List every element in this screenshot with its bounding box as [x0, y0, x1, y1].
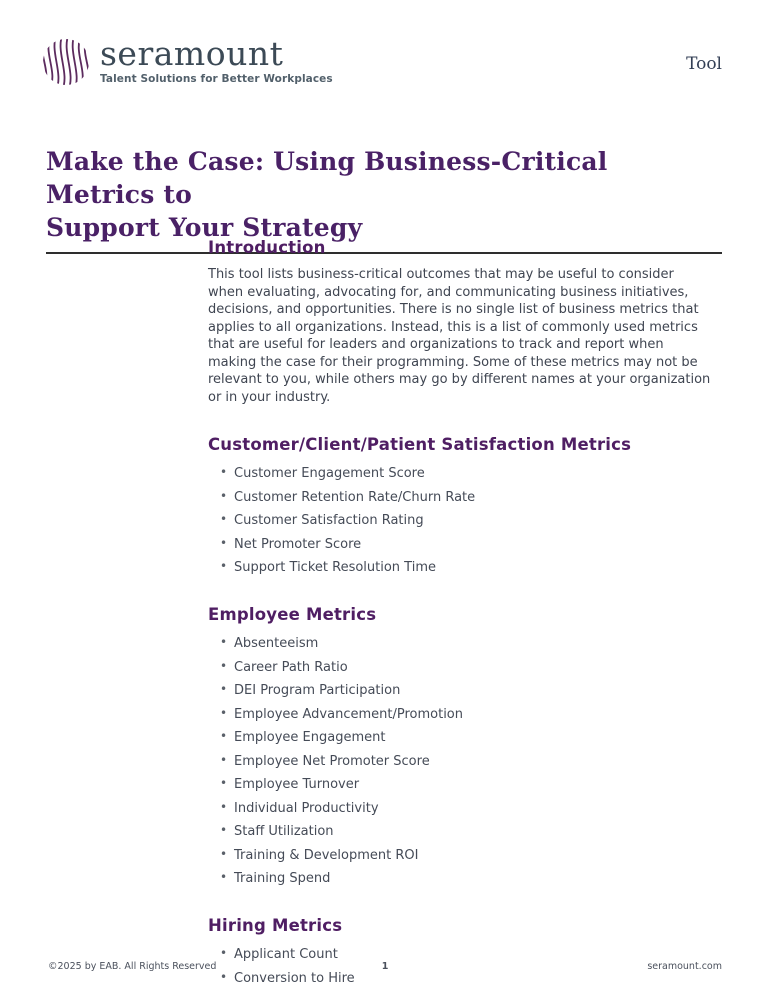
brand-tagline: Talent Solutions for Better Workplaces: [100, 73, 333, 85]
list-item: • DEI Program Participation: [208, 682, 713, 699]
website-link[interactable]: seramount.com: [647, 961, 722, 972]
section-heading: Hiring Metrics: [208, 916, 343, 935]
list-item: • Customer Satisfaction Rating: [208, 512, 713, 529]
list-item: • Employee Turnover: [208, 776, 713, 793]
list-item: • Staff Utilization: [208, 823, 713, 840]
document-body: [208, 238, 713, 993]
doc-type-label: Tool: [686, 54, 722, 74]
list-item: • Training Spend: [208, 870, 713, 887]
list-item: • Support Ticket Resolution Time: [208, 559, 713, 576]
list-item: • Absenteeism: [208, 635, 713, 652]
list-item: • Customer Engagement Score: [208, 465, 713, 482]
page-title: [46, 145, 722, 244]
intro-heading: Introduction: [208, 238, 326, 257]
list-item: • Net Promoter Score: [208, 536, 713, 553]
page-title-line1: Make the Case: Using Business-Critical Metrics to: [46, 147, 608, 209]
page-header: [40, 36, 722, 88]
metric-section: [208, 605, 713, 887]
list-item: • Training & Development ROI: [208, 847, 713, 864]
page-footer: [48, 961, 722, 972]
seramount-swirl-icon: [40, 36, 92, 88]
metric-sections: [208, 435, 713, 987]
list-item: • Applicant Count: [208, 946, 713, 963]
brand-name: seramount: [100, 34, 284, 73]
page-title-line2: Support Your Strategy: [46, 213, 363, 242]
section-list: [208, 465, 713, 576]
section-list: [208, 635, 713, 887]
section-heading: Employee Metrics: [208, 605, 377, 624]
metric-section: [208, 916, 713, 987]
copyright-text: ©2025 by EAB. All Rights Reserved: [48, 961, 217, 972]
list-item: • Employee Net Promoter Score: [208, 753, 713, 770]
intro-paragraph: This tool lists business-critical outcomes that may be useful to consider when evaluating, advocating for, and communicating business initiatives, decisions, and opportunities. There is no single list of business metrics that applies to all organizations. Instead, this is a list of commonly used metrics that are useful for leaders and organizations to track and report when making the case for their programming. Some of these metrics may not be relevant to you, while others may go by different names at your organization or in your industry.: [208, 267, 711, 405]
list-item: • Individual Productivity: [208, 800, 713, 817]
list-item: • Career Path Ratio: [208, 659, 713, 676]
metric-section: [208, 435, 713, 576]
list-item: • Customer Retention Rate/Churn Rate: [208, 489, 713, 506]
seramount-logo: [40, 36, 333, 88]
list-item: • Conversion to Hire: [208, 970, 713, 987]
section-heading: Customer/Client/Patient Satisfaction Metrics: [208, 435, 632, 454]
page-number: 1: [381, 961, 389, 972]
logo-text: [100, 34, 333, 85]
list-item: • Employee Advancement/Promotion: [208, 706, 713, 723]
list-item: • Employee Engagement: [208, 729, 713, 746]
